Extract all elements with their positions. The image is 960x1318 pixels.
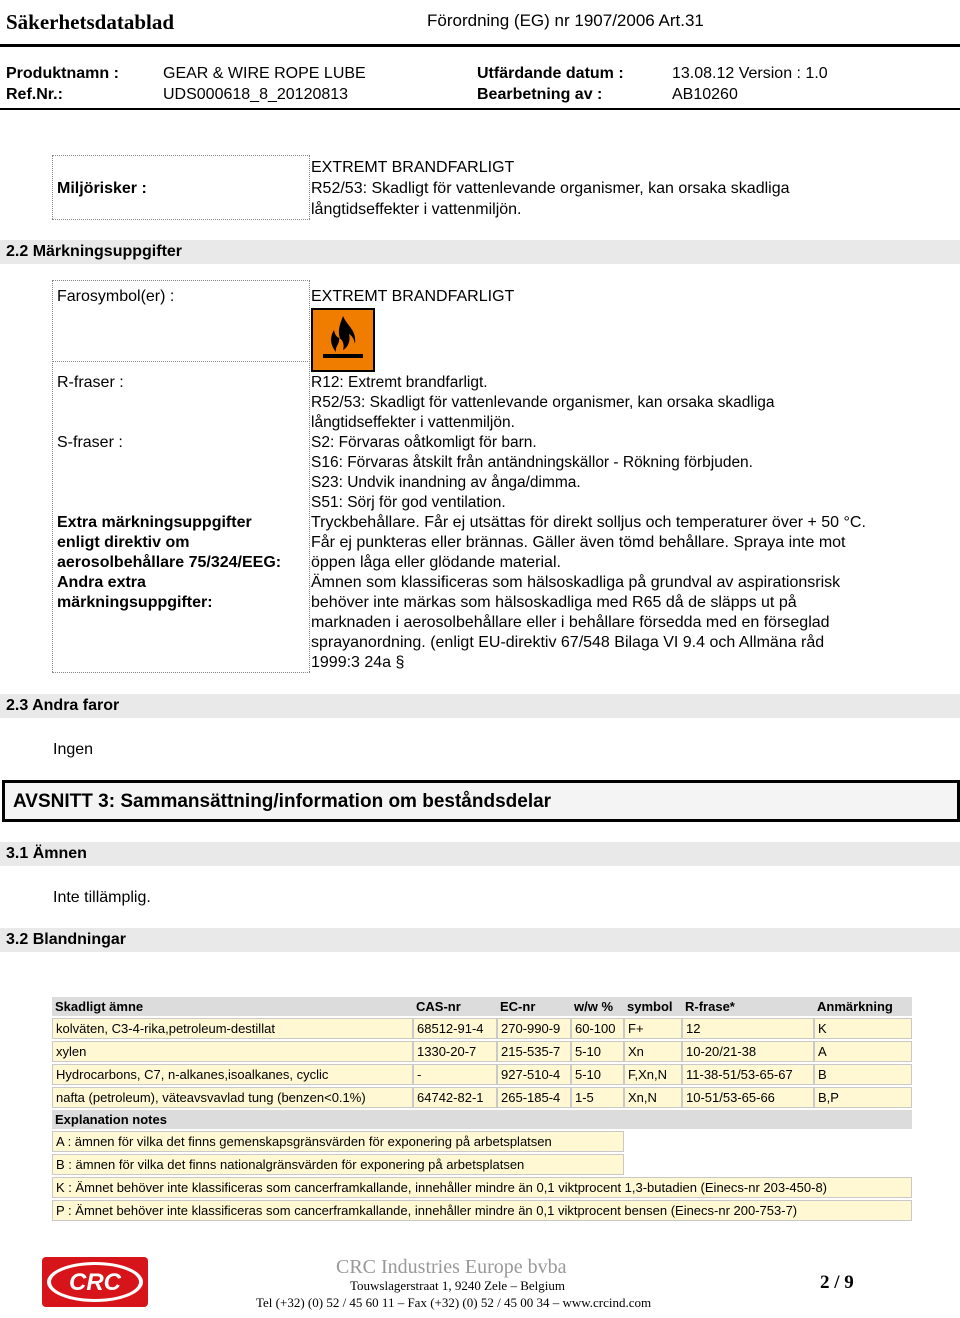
env-box-top xyxy=(52,155,310,156)
col-r-phrase: R-frase* xyxy=(682,997,814,1016)
company-address: Touwslagerstraat 1, 9240 Zele – Belgium xyxy=(350,1278,565,1293)
cell: A xyxy=(814,1041,912,1062)
cell: 11-38-51/53-65-67 xyxy=(682,1064,814,1085)
extra-label-3: aerosolbehållare 75/324/EEG: xyxy=(57,554,282,571)
r-phrase-2: R52/53: Skadligt för vattenlevande organismer, kan orsaka skadliga xyxy=(311,394,775,411)
other-line-3: marknaden i aerosolbehållare eller i behållare försedda med en förseglad xyxy=(311,614,830,631)
section-2-2-heading: 2.2 Märkningsuppgifter xyxy=(6,243,183,260)
col-weight: w/w % xyxy=(571,997,624,1016)
other-line-5: 1999:3 24a § xyxy=(311,654,405,671)
section-3-1-header xyxy=(0,842,960,866)
other-line-4: sprayanordning. (enligt EU-direktiv 67/548 Bilaga VI 9.4 och Allmäna råd xyxy=(311,634,825,651)
section-3-2-heading: 3.2 Blandningar xyxy=(6,931,127,948)
cell: 12 xyxy=(682,1018,814,1039)
cell: B,P xyxy=(814,1087,912,1108)
r-phrases-label: R-fraser : xyxy=(57,374,124,391)
cell: 5-10 xyxy=(571,1041,624,1062)
mixture-table xyxy=(52,995,912,1223)
issue-date-label: Utfärdande datum : xyxy=(477,65,624,82)
hazard-symbols-value: EXTREMT BRANDFARLIGT xyxy=(311,288,515,305)
extra-label-2: enligt direktiv om xyxy=(57,534,190,551)
other-hazards-text: Ingen xyxy=(53,741,94,758)
document-title: Säkerhetsdatablad xyxy=(6,10,175,34)
cell: Hydrocarbons, C7, n-alkanes,isoalkanes, cyclic xyxy=(52,1064,413,1085)
s-phrase-4: S51: Sörj för god ventilation. xyxy=(311,494,506,511)
crc-logo-text: CRC xyxy=(69,1269,121,1296)
cell: 1330-20-7 xyxy=(413,1041,497,1062)
note-b: B : ämnen för vilka det finns nationalgränsvärden för exponering på arbetsplatsen xyxy=(52,1154,624,1175)
processed-by-label: Bearbetning av : xyxy=(477,86,603,103)
s-phrase-2: S16: Förvaras åtskilt från antändningskällor - Rökning förbjuden. xyxy=(311,454,753,471)
section-2-2-header xyxy=(0,240,960,264)
cell: 60-100 xyxy=(571,1018,624,1039)
crc-logo xyxy=(42,1257,148,1307)
regulation-reference: Förordning (EG) nr 1907/2006 Art.31 xyxy=(427,11,704,30)
extra-line-3: öppen låga eller glödande material. xyxy=(311,554,561,571)
cell: Xn,N xyxy=(624,1087,682,1108)
table-row xyxy=(52,1041,912,1062)
section-2-3-heading: 2.3 Andra faror xyxy=(6,697,120,714)
note-row xyxy=(52,1131,912,1152)
env-box-left xyxy=(52,155,53,219)
cell: 10-20/21-38 xyxy=(682,1041,814,1062)
cell: 265-185-4 xyxy=(497,1087,571,1108)
note-row xyxy=(52,1154,912,1175)
cell: 215-535-7 xyxy=(497,1041,571,1062)
cell: - xyxy=(413,1064,497,1085)
table-row xyxy=(52,1087,912,1108)
label-box-row-divider xyxy=(52,361,310,362)
label-box-left xyxy=(52,280,53,672)
cell: K xyxy=(814,1018,912,1039)
label-box-bottom xyxy=(52,672,310,673)
explanation-heading: Explanation notes xyxy=(52,1110,912,1129)
section-3-heading: AVSNITT 3: Sammansättning/information om beståndsdelar xyxy=(13,791,552,812)
cell: 270-990-9 xyxy=(497,1018,571,1039)
other-label-1: Andra extra xyxy=(57,574,146,591)
cell: nafta (petroleum), väteavsvavlad tung (benzen<0.1%) xyxy=(52,1087,413,1108)
page-number: 2 / 9 xyxy=(820,1272,854,1293)
cell: 10-51/53-65-66 xyxy=(682,1087,814,1108)
r-phrase-3: långtidseffekter i vattenmiljön. xyxy=(311,414,515,431)
flame-icon xyxy=(311,308,375,372)
meta-divider xyxy=(0,108,960,110)
section-3-1-heading: 3.1 Ämnen xyxy=(6,845,87,862)
note-k: K : Ämnet behöver inte klassificeras som cancerframkallande, innehåller mindre än 0,1 viktprocent 1,3-butadien (Einecs-nr 203-450-8) xyxy=(52,1177,912,1198)
table-header-row xyxy=(52,997,912,1016)
col-substance: Skadligt ämne xyxy=(52,997,413,1016)
extra-line-2: Får ej punkteras eller brännas. Gäller även tömd behållare. Spraya inte mot xyxy=(311,534,846,551)
other-label-2: märkningsuppgifter: xyxy=(57,594,213,611)
note-row xyxy=(52,1177,912,1198)
r-phrase-1: R12: Extremt brandfarligt. xyxy=(311,374,488,391)
env-box-mid xyxy=(309,155,310,219)
explanation-header-row xyxy=(52,1110,912,1129)
section-3-2-header xyxy=(0,928,960,952)
environment-line-2: R52/53: Skadligt för vattenlevande organismer, kan orsaka skadliga xyxy=(311,180,790,197)
section-3-header xyxy=(2,780,960,822)
cell: xylen xyxy=(52,1041,413,1062)
note-a: A : ämnen för vilka det finns gemenskapsgränsvärden för exponering på arbetsplatsen xyxy=(52,1131,624,1152)
processed-by: AB10260 xyxy=(672,86,738,103)
environment-label: Miljörisker : xyxy=(57,180,147,197)
environment-line-1: EXTREMT BRANDFARLIGT xyxy=(311,159,515,176)
note-p: P : Ämnet behöver inte klassificeras som cancerframkallande, innehåller mindre än 0,1 viktprocent bensen (Einecs-nr 200-753-7) xyxy=(52,1200,912,1221)
company-contact: Tel (+32) (0) 52 / 45 60 11 – Fax (+32) (0) 52 / 45 00 34 – www.crcind.com xyxy=(256,1295,652,1310)
s-phrase-3: S23: Undvik inandning av ånga/dimma. xyxy=(311,474,581,491)
ref-label: Ref.Nr.: xyxy=(6,86,63,103)
table-row xyxy=(52,1018,912,1039)
note-row xyxy=(52,1200,912,1221)
other-line-2: behöver inte märkas som hälsoskadliga med R65 då de släpps ut på xyxy=(311,594,797,611)
extra-line-1: Tryckbehållare. Får ej utsättas för direkt solljus och temperaturer över + 50 °C. xyxy=(311,514,866,531)
cell: F+ xyxy=(624,1018,682,1039)
other-line-1: Ämnen som klassificeras som hälsoskadliga på grundval av aspirationsrisk xyxy=(311,574,841,591)
col-ec: EC-nr xyxy=(497,997,571,1016)
col-cas: CAS-nr xyxy=(413,997,497,1016)
header-divider xyxy=(0,44,960,47)
cell: 1-5 xyxy=(571,1087,624,1108)
environment-line-3: långtidseffekter i vattenmiljön. xyxy=(311,201,522,218)
cell: F,Xn,N xyxy=(624,1064,682,1085)
cell: kolväten, C3-4-rika,petroleum-destillat xyxy=(52,1018,413,1039)
table-row xyxy=(52,1064,912,1085)
label-box-mid xyxy=(309,280,310,672)
cell: 927-510-4 xyxy=(497,1064,571,1085)
extra-label-1: Extra märkningsuppgifter xyxy=(57,514,252,531)
substances-text: Inte tillämplig. xyxy=(53,889,151,906)
section-2-3-header xyxy=(0,694,960,718)
cell: 64742-82-1 xyxy=(413,1087,497,1108)
col-remark: Anmärkning xyxy=(814,997,912,1016)
s-phrases-label: S-fraser : xyxy=(57,434,123,451)
company-name: CRC Industries Europe bvba xyxy=(336,1256,567,1278)
col-symbol: symbol xyxy=(624,997,682,1016)
label-box-top xyxy=(52,280,310,281)
product-name-label: Produktnamn : xyxy=(6,65,119,82)
product-name: GEAR & WIRE ROPE LUBE xyxy=(163,65,366,82)
hazard-symbols-label: Farosymbol(er) : xyxy=(57,288,175,305)
issue-date: 13.08.12 Version : 1.0 xyxy=(672,65,828,82)
cell: Xn xyxy=(624,1041,682,1062)
cell: B xyxy=(814,1064,912,1085)
s-phrase-1: S2: Förvaras oåtkomligt för barn. xyxy=(311,434,537,451)
cell: 5-10 xyxy=(571,1064,624,1085)
cell: 68512-91-4 xyxy=(413,1018,497,1039)
ref-number: UDS000618_8_20120813 xyxy=(163,86,349,103)
env-box-bottom xyxy=(52,219,310,220)
